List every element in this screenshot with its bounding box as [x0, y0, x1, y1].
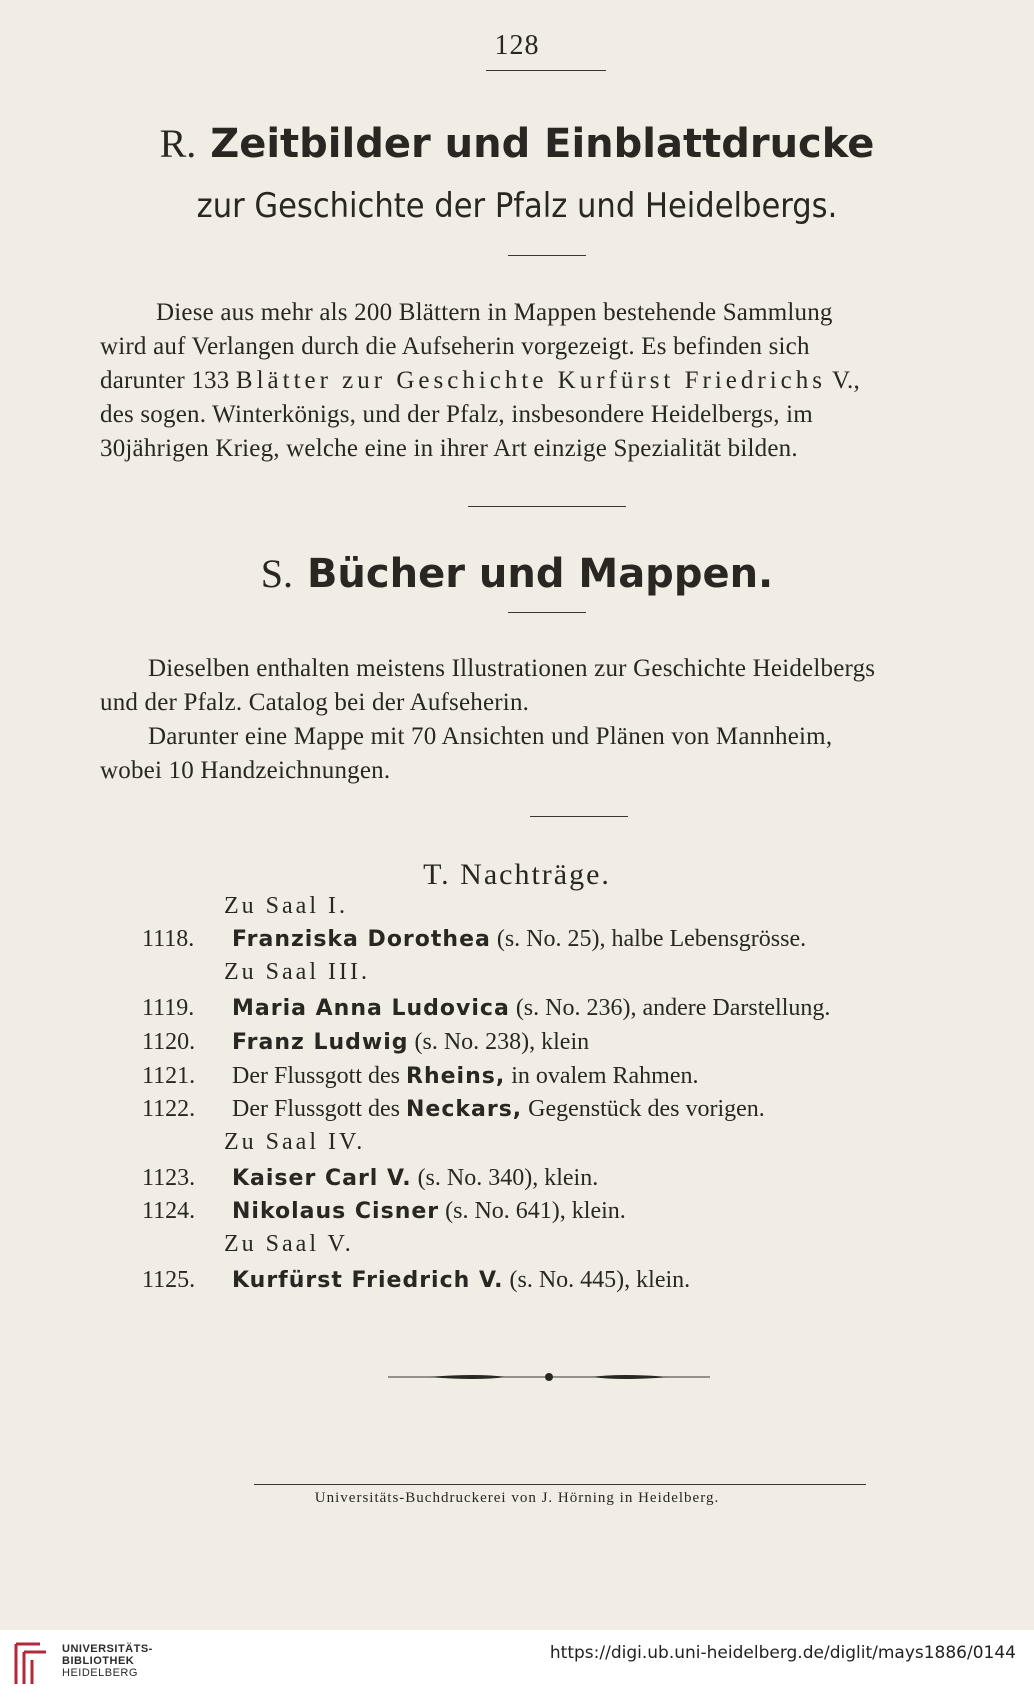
ornament-divider: [388, 1370, 710, 1384]
entry-text: Gegenstück des vorigen.: [528, 1096, 765, 1122]
library-line: HEIDELBERG: [62, 1667, 138, 1679]
divider: [508, 255, 586, 256]
text-line: wird auf Verlangen durch die Aufseherin vorgezeigt. Es befinden sich: [100, 333, 810, 360]
section-t-letter: T.: [423, 858, 451, 891]
entry-name: Kurfürst Friedrich V.: [232, 1268, 504, 1293]
entry-number: 1118.: [142, 926, 195, 952]
spaced-text: Blätter zur Geschichte Kurfürst Friedrichs: [235, 367, 826, 394]
entry-number: 1124.: [142, 1198, 196, 1224]
entry-number: 1122.: [142, 1096, 196, 1122]
text-span: V.,: [832, 367, 860, 394]
divider: [530, 816, 628, 817]
footer-rule: [254, 1484, 866, 1485]
library-line: UNIVERSITÄTS-: [62, 1643, 153, 1655]
saal-heading: Zu Saal V.: [224, 1231, 354, 1257]
section-s-letter: S.: [260, 551, 293, 596]
list-item: [142, 1195, 626, 1228]
list-item: [142, 923, 806, 956]
entry-number: 1119.: [142, 995, 195, 1021]
entry-text: in ovalem Rahmen.: [511, 1063, 699, 1089]
entry-name: Rheins,: [406, 1064, 506, 1089]
list-item: [142, 1162, 598, 1195]
entry-number: 1123.: [142, 1165, 196, 1191]
section-s-heading: [0, 550, 1034, 597]
saal-heading: Zu Saal I.: [224, 893, 348, 919]
entry-name: Kaiser Carl V.: [232, 1166, 412, 1191]
viewer-footer: [0, 1630, 1034, 1699]
entry-text: (s. No. 445), klein.: [509, 1267, 691, 1293]
text-line: des sogen. Winterkönigs, und der Pfalz, insbesondere Heidelbergs, im: [100, 401, 813, 428]
entry-number: 1121.: [142, 1063, 196, 1089]
library-line: BIBLIOTHEK: [62, 1655, 135, 1667]
section-t-heading: [0, 858, 1034, 892]
text-line: Darunter eine Mappe mit 70 Ansichten und Plänen von Mannheim,: [148, 723, 833, 750]
entry-text: (s. No. 25), halbe Lebensgrösse.: [496, 926, 807, 952]
section-r-paragraph: [100, 296, 990, 466]
list-item: [142, 1026, 589, 1059]
entry-text: (s. No. 340), klein.: [417, 1165, 599, 1191]
divider: [508, 612, 586, 613]
entry-text: (s. No. 236), andere Darstellung.: [515, 995, 831, 1021]
text-line: Diese aus mehr als 200 Blättern in Mappen bestehende Sammlung: [156, 299, 833, 326]
list-item: [142, 1060, 698, 1093]
entry-text: (s. No. 641), klein.: [445, 1198, 626, 1224]
library-name: [62, 1643, 153, 1679]
entry-text: Der Flussgott des: [232, 1063, 400, 1089]
saal-heading: Zu Saal III.: [224, 959, 370, 985]
entry-name: Franziska Dorothea: [232, 927, 491, 952]
divider: [468, 506, 626, 507]
entry-name: Maria Anna Ludovica: [232, 996, 510, 1021]
list-item: [142, 992, 830, 1025]
page-number: 128: [494, 30, 540, 61]
list-item: [142, 1264, 690, 1297]
page-number-rule: [486, 70, 606, 71]
section-r-title: Zeitbilder und Einblattdrucke: [210, 121, 875, 167]
entry-name: Franz Ludwig: [232, 1030, 409, 1055]
text-line: 30jährigen Krieg, welche eine in ihrer Art einzige Spezialität bilden.: [100, 435, 798, 462]
library-logo-icon: [10, 1640, 52, 1688]
section-t-title: Nachträge.: [460, 858, 611, 891]
section-r-subtitle: zur Geschichte der Pfalz und Heidelbergs.: [196, 186, 838, 226]
entry-name: Nikolaus Cisner: [232, 1199, 440, 1224]
entry-number: 1120.: [142, 1029, 196, 1055]
text-line: [100, 364, 990, 398]
text-line: wobei 10 Handzeichnungen.: [100, 757, 391, 784]
text-line: Dieselben enthalten meistens Illustrationen zur Geschichte Heidelbergs: [148, 655, 876, 682]
entry-text: Der Flussgott des: [232, 1096, 400, 1122]
entry-text: (s. No. 238), klein: [414, 1029, 590, 1055]
text-line: und der Pfalz. Catalog bei der Aufseherin.: [100, 689, 530, 716]
section-s-paragraph: [100, 652, 990, 788]
section-s-title: Bücher und Mappen.: [306, 551, 774, 597]
entry-number: 1125.: [142, 1267, 196, 1293]
entry-name: Neckars,: [406, 1097, 523, 1122]
saal-heading: Zu Saal IV.: [224, 1129, 366, 1155]
section-r-heading: [0, 120, 1034, 167]
list-item: [142, 1093, 765, 1126]
section-r-letter: R.: [159, 121, 197, 166]
permalink-url[interactable]: https://digi.ub.uni-heidelberg.de/diglit/mays1886/0144: [549, 1643, 1016, 1663]
text-span: darunter 133: [100, 367, 230, 394]
printer-imprint: Universitäts-Buchdruckerei von J. Hörning in Heidelberg.: [314, 1490, 720, 1506]
